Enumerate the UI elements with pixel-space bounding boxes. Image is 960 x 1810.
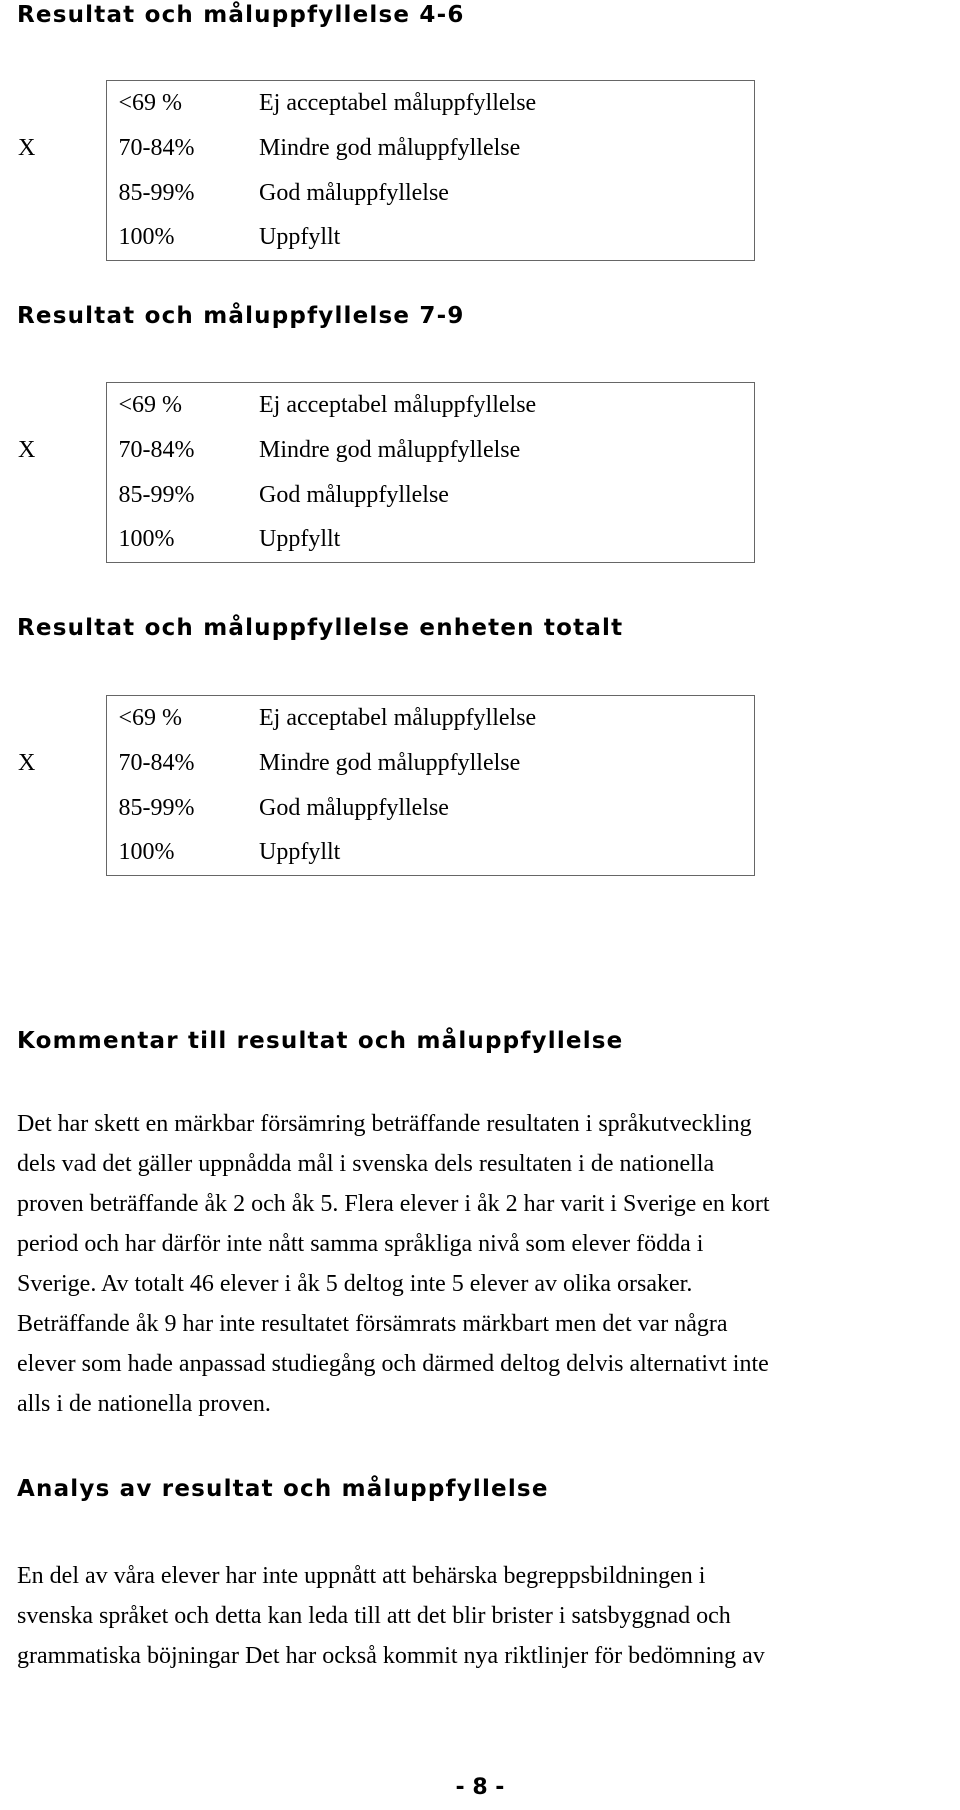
table-row [12, 171, 754, 216]
mark-cell [12, 216, 106, 261]
table-row [12, 81, 754, 126]
text-line: En del av våra elever har inte uppnått att behärska begreppsbildningen i [17, 1563, 706, 1589]
range-cell: 85-99% [106, 473, 246, 518]
section-heading: Resultat och måluppfyllelse enheten totalt [17, 615, 624, 641]
section-heading: Resultat och måluppfyllelse 4-6 [17, 2, 465, 28]
mark-cell [12, 831, 106, 876]
text-line: Sverige. Av totalt 46 elever i åk 5 deltog inte 5 elever av olika orsaker. [17, 1271, 693, 1297]
table-row [12, 831, 754, 876]
range-cell: 85-99% [106, 786, 246, 831]
text-line: grammatiska böjningar Det har också kommit nya riktlinjer för bedömning av [17, 1643, 765, 1669]
label-cell: Uppfyllt [246, 216, 754, 261]
table-row [12, 428, 754, 473]
goal-table [12, 80, 755, 261]
range-cell: 100% [106, 518, 246, 563]
range-cell: <69 % [106, 81, 246, 126]
label-cell: God måluppfyllelse [246, 171, 754, 216]
label-cell: Mindre god måluppfyllelse [246, 428, 754, 473]
text-line: Det har skett en märkbar försämring beträffande resultaten i språkutveckling [17, 1111, 752, 1137]
mark-cell [12, 518, 106, 563]
table-row [12, 696, 754, 741]
section-heading: Resultat och måluppfyllelse 7-9 [17, 303, 465, 329]
range-cell: 70-84% [106, 741, 246, 786]
table-row [12, 126, 754, 171]
mark-cell [12, 696, 106, 741]
label-cell: Uppfyllt [246, 831, 754, 876]
text-line: svenska språket och detta kan leda till att det blir brister i satsbyggnad och [17, 1603, 731, 1629]
range-cell: 70-84% [106, 126, 246, 171]
mark-cell [12, 171, 106, 216]
kommentar-paragraph [17, 1104, 960, 1424]
label-cell: Uppfyllt [246, 518, 754, 563]
table-row [12, 473, 754, 518]
table-row [12, 216, 754, 261]
text-line: elever som hade anpassad studiegång och därmed deltog delvis alternativt inte [17, 1351, 769, 1377]
label-cell: Mindre god måluppfyllelse [246, 126, 754, 171]
range-cell: <69 % [106, 696, 246, 741]
mark-cell [12, 473, 106, 518]
mark-cell [12, 383, 106, 428]
range-cell: 85-99% [106, 171, 246, 216]
mark-cell: X [18, 436, 36, 463]
label-cell: Mindre god måluppfyllelse [246, 741, 754, 786]
text-line: alls i de nationella proven. [17, 1391, 271, 1417]
text-line: period och har därför inte nått samma språkliga nivå som elever födda i [17, 1231, 704, 1257]
goal-table [12, 382, 755, 563]
mark-cell: X [18, 749, 36, 776]
kommentar-heading: Kommentar till resultat och måluppfyllelse [17, 1028, 624, 1054]
label-cell: Ej acceptabel måluppfyllelse [246, 81, 754, 126]
label-cell: God måluppfyllelse [246, 473, 754, 518]
table-row [12, 383, 754, 428]
range-cell: 100% [106, 831, 246, 876]
range-cell: 100% [106, 216, 246, 261]
mark-cell [12, 786, 106, 831]
label-cell: Ej acceptabel måluppfyllelse [246, 383, 754, 428]
mark-cell [12, 81, 106, 126]
text-line: proven beträffande åk 2 och åk 5. Flera elever i åk 2 har varit i Sverige en kort [17, 1191, 770, 1217]
text-line: dels vad det gäller uppnådda mål i svenska dels resultaten i de nationella [17, 1151, 715, 1177]
analys-heading: Analys av resultat och måluppfyllelse [17, 1476, 549, 1502]
table-row [12, 518, 754, 563]
mark-cell: X [18, 134, 36, 161]
label-cell: God måluppfyllelse [246, 786, 754, 831]
analys-paragraph [17, 1556, 960, 1676]
text-line: Beträffande åk 9 har inte resultatet försämrats märkbart men det var några [17, 1311, 728, 1337]
page-number: - 8 - [455, 1775, 505, 1800]
label-cell: Ej acceptabel måluppfyllelse [246, 696, 754, 741]
range-cell: <69 % [106, 383, 246, 428]
table-row [12, 741, 754, 786]
range-cell: 70-84% [106, 428, 246, 473]
table-row [12, 786, 754, 831]
goal-table [12, 695, 755, 876]
